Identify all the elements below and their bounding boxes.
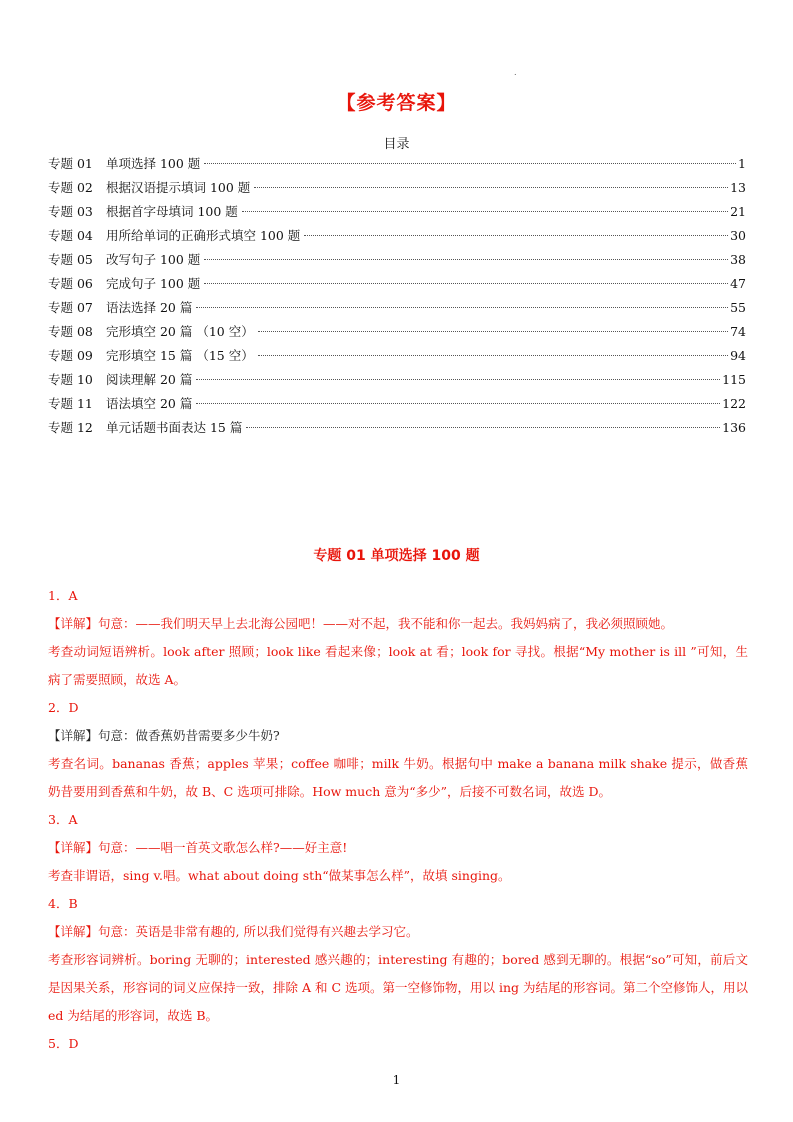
answer-explanation-line: 考查形容词辨析。boring 无聊的；interested 感兴趣的；interesting 有趣的；bored 感到无聊的。根据“so”可知，前后文是因果关系，形容词的词义应保持一致，排除 A 和 C 选项。第一空修饰物，用以 ing 为结尾的形容词。第二个空修饰人，用以 ed 为结尾的形容词，故选 B。	[48, 952, 748, 1023]
toc-entry-page: 21	[730, 204, 746, 219]
toc-entry-label: 改写句子 100 题	[106, 252, 201, 267]
toc-leader-dots	[204, 258, 728, 260]
toc-leader-dots	[246, 426, 720, 428]
answer-number: 2．D	[48, 700, 79, 715]
toc-entry-label: 用所给单词的正确形式填空 100 题	[106, 228, 301, 243]
toc-entry-page: 30	[730, 228, 746, 243]
answer-item	[48, 806, 748, 890]
toc-entry-number: 专题 02	[48, 180, 93, 195]
toc-entry-number: 专题 11	[48, 396, 93, 411]
toc-leader-dots	[242, 210, 728, 212]
toc-entry-number: 专题 12	[48, 420, 93, 435]
toc-entry-number: 专题 09	[48, 348, 93, 363]
toc-entry-page: 74	[730, 324, 746, 339]
toc-entry-number: 专题 01	[48, 156, 93, 171]
header-mark: .	[514, 68, 517, 77]
toc-entry-label: 完形填空 20 篇 （10 空）	[106, 324, 254, 339]
page-number: 1	[392, 1073, 401, 1087]
toc-leader-dots	[204, 282, 728, 284]
toc-entry-label: 单元话题书面表达 15 篇	[106, 420, 243, 435]
toc-leader-dots	[204, 162, 736, 164]
toc-entry[interactable]	[48, 176, 746, 200]
answer-explanation-line: 【详解】句意：——唱一首英文歌怎么样?——好主意!	[48, 840, 348, 855]
toc-entry-page: 122	[722, 396, 746, 411]
toc-entry-page: 13	[730, 180, 746, 195]
answer-number: 5．D	[48, 1036, 79, 1051]
toc-leader-dots	[196, 306, 728, 308]
toc-entry-page: 55	[730, 300, 746, 315]
answer-list	[48, 582, 748, 1058]
toc-entry[interactable]	[48, 248, 746, 272]
toc-entry-label: 单项选择 100 题	[106, 156, 201, 171]
answer-explanation-line: 【详解】句意：——我们明天早上去北海公园吧！——对不起，我不能和你一起去。我妈妈病了，我必须照顾她。	[48, 616, 674, 631]
toc-entry[interactable]	[48, 392, 746, 416]
answer-explanation-line: 考查非谓语，sing v.唱。what about doing sth“做某事怎么样”，故填 singing。	[48, 868, 511, 883]
toc-entry-label: 语法选择 20 篇	[106, 300, 193, 315]
answer-explanation-line: 【详解】句意：英语是非常有趣的, 所以我们觉得有兴趣去学习它。	[48, 924, 419, 939]
toc-entry[interactable]	[48, 200, 746, 224]
toc-entry-number: 专题 07	[48, 300, 93, 315]
toc-leader-dots	[196, 378, 720, 380]
answer-explanation-line: 考查动词短语辨析。look after 照顾；look like 看起来像；look at 看；look for 寻找。根据“My mother is ill ”可知，生病了需要照顾，故选 A。	[48, 644, 748, 687]
toc-entry[interactable]	[48, 416, 746, 440]
toc-title: 目录	[383, 137, 410, 152]
toc-entry-number: 专题 06	[48, 276, 93, 291]
toc-entry-page: 136	[722, 420, 746, 435]
toc-leader-dots	[196, 402, 720, 404]
answer-explanation-line: 【详解】句意：做香蕉奶昔需要多少牛奶?	[48, 728, 280, 743]
toc-entry[interactable]	[48, 224, 746, 248]
toc-entry-number: 专题 05	[48, 252, 93, 267]
section-title: 专题 01 单项选择 100 题	[313, 548, 480, 564]
toc-entry-page: 115	[722, 372, 746, 387]
toc-entry[interactable]	[48, 272, 746, 296]
toc-entry-label: 完形填空 15 篇 （15 空）	[106, 348, 254, 363]
answer-item	[48, 582, 748, 694]
toc-entry-number: 专题 10	[48, 372, 93, 387]
answer-item	[48, 694, 748, 806]
answer-number: 3．A	[48, 812, 78, 827]
toc-entry[interactable]	[48, 296, 746, 320]
toc-entry[interactable]	[48, 368, 746, 392]
toc-entry-label: 阅读理解 20 篇	[106, 372, 193, 387]
toc-leader-dots	[254, 186, 728, 188]
answer-explanation-line: 考查名词。bananas 香蕉；apples 苹果；coffee 咖啡；milk 牛奶。根据句中 make a banana milk shake 提示，做香蕉奶昔要用到香蕉和牛奶，故 B、C 选项可排除。How much 意为“多少”，后接不可数名词，故选 D。	[48, 756, 748, 799]
toc-entry-number: 专题 08	[48, 324, 93, 339]
toc-entry[interactable]	[48, 152, 746, 176]
toc-entry-number: 专题 04	[48, 228, 93, 243]
main-title: 【参考答案】	[336, 92, 457, 114]
toc-entry-label: 根据首字母填词 100 题	[106, 204, 238, 219]
answer-number: 1．A	[48, 588, 78, 603]
toc-entry-page: 47	[730, 276, 746, 291]
toc-entry-page: 1	[738, 156, 746, 171]
answer-item	[48, 890, 748, 1030]
toc-entry-label: 语法填空 20 篇	[106, 396, 193, 411]
toc-entry-label: 根据汉语提示填词 100 题	[106, 180, 251, 195]
toc-leader-dots	[258, 330, 728, 332]
answer-item	[48, 1030, 748, 1058]
toc-entry[interactable]	[48, 320, 746, 344]
toc-entry-page: 38	[730, 252, 746, 267]
answer-number: 4．B	[48, 896, 78, 911]
toc-entry-page: 94	[730, 348, 746, 363]
toc-leader-dots	[258, 354, 728, 356]
toc-entry[interactable]	[48, 344, 746, 368]
toc-leader-dots	[304, 234, 728, 236]
toc-entry-number: 专题 03	[48, 204, 93, 219]
toc-entry-label: 完成句子 100 题	[106, 276, 201, 291]
table-of-contents	[48, 152, 746, 440]
